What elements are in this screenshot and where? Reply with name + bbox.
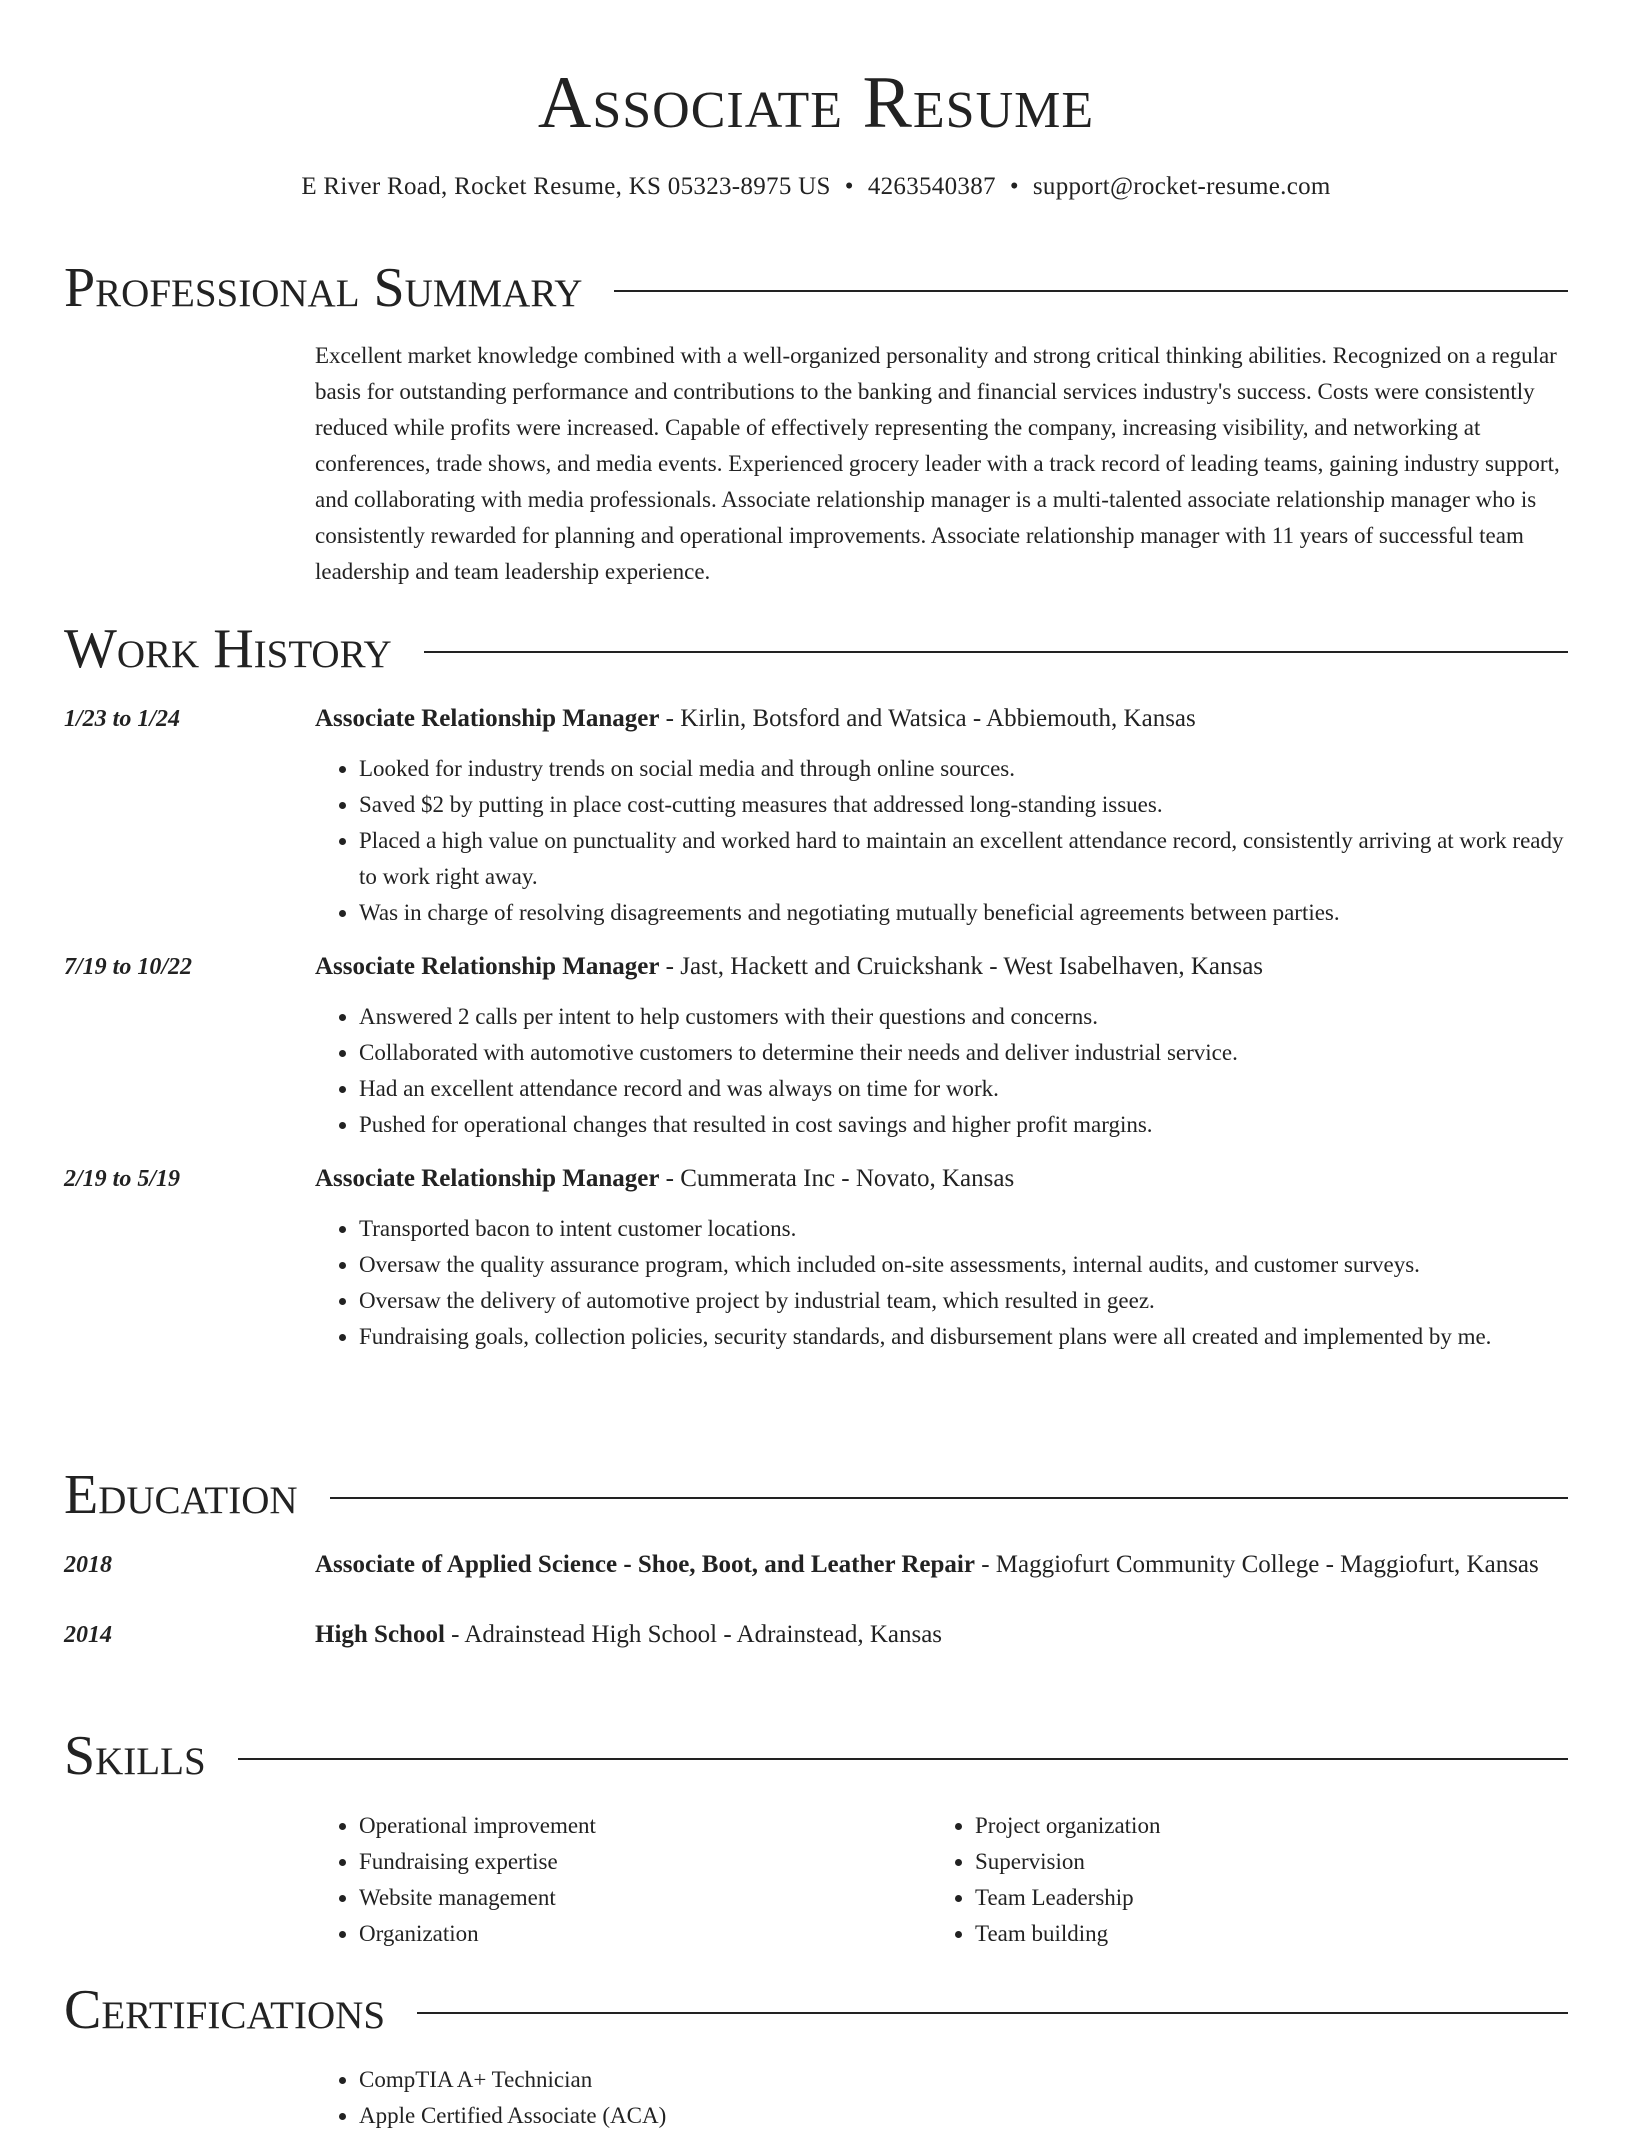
contact-phone: 4263540387 <box>867 173 996 200</box>
section-header <box>64 258 1568 318</box>
list-item: • Oversaw the delivery of automotive project by industrial team, which resulted in geez. <box>359 1283 1568 1319</box>
section-divider <box>238 1758 1568 1760</box>
work-entry <box>64 699 1568 931</box>
contact-separator: • <box>1009 173 1019 200</box>
list-item: • Saved $2 by putting in place cost-cutting measures that addressed long-standing issues. <box>359 787 1568 823</box>
section-title: Professional Summary <box>64 257 583 319</box>
list-item: • Fundraising goals, collection policies, security standards, and disbursement plans were all created and implemented by me. <box>359 1319 1568 1355</box>
section-header <box>64 619 1568 679</box>
list-item: • Operational improvement <box>359 1808 931 1844</box>
education-year: 2018 <box>64 1552 112 1578</box>
list-item: • Website management <box>359 1880 931 1916</box>
list-item: • Team Leadership <box>975 1880 1547 1916</box>
skills-list-right <box>931 1808 1547 1952</box>
section-header <box>64 1726 1568 1786</box>
section-title: Education <box>64 1464 298 1526</box>
list-item: • Supervision <box>975 1844 1547 1880</box>
work-entry <box>64 1159 1568 1355</box>
list-item: • Placed a high value on punctuality and worked hard to maintain an excellent attendance record, consistently arriving at work ready to work right away. <box>359 823 1568 895</box>
section-divider <box>614 290 1568 292</box>
list-item: • Looked for industry trends on social media and through online sources. <box>359 751 1568 787</box>
job-title: Associate Relationship Manager <box>315 953 660 980</box>
job-title: Associate Relationship Manager <box>315 1165 660 1192</box>
summary-section <box>64 258 1568 590</box>
skills-section <box>64 1726 1568 1952</box>
list-item: • Was in charge of resolving disagreements and negotiating mutually beneficial agreements between parties. <box>359 895 1568 931</box>
work-dates: 7/19 to 10/22 <box>64 954 193 980</box>
job-details: - Kirlin, Botsford and Watsica - Abbiemouth, Kansas <box>659 705 1196 732</box>
work-heading <box>315 947 1568 987</box>
education-year: 2014 <box>64 1622 112 1648</box>
section-title: Certifications <box>64 1979 386 2041</box>
contact-line <box>0 171 1632 203</box>
certifications-section <box>64 1980 1568 2134</box>
education-heading <box>315 1545 1568 1585</box>
list-item: • Oversaw the quality assurance program, which included on-site assessments, internal audits, and customer surveys. <box>359 1247 1568 1283</box>
work-bullets <box>315 999 1568 1143</box>
list-item: • Team building <box>975 1916 1547 1952</box>
education-heading <box>315 1615 1568 1655</box>
work-dates: 2/19 to 5/19 <box>64 1166 181 1192</box>
summary-text: Excellent market knowledge combined with a well-organized personality and strong critical thinking abilities. Recognized on a regular basis for outstanding performance and contributions to the banking and financial services industry's success. Costs were consistently reduced while profits were increased. Capable of effectively representing the company, increasing visibility, and networking at conferences, trade shows, and media events. Experienced grocery leader with a track record of leading teams, gaining industry support, and collaborating with media professionals. Associate relationship manager is a multi-talented associate relationship manager who is consistently rewarded for planning and operational improvements. Associate relationship manager with 11 years of successful team leadership and team leadership experience. <box>315 343 1560 584</box>
skills-list-left <box>315 1808 931 1952</box>
work-heading <box>315 699 1568 739</box>
work-bullets <box>315 1211 1568 1355</box>
section-header <box>64 1465 1568 1525</box>
education-entry <box>64 1545 1568 1585</box>
list-item: • Project organization <box>975 1808 1547 1844</box>
work-dates: 1/23 to 1/24 <box>64 706 181 732</box>
section-header <box>64 1980 1568 2040</box>
list-item: • Collaborated with automotive customers to determine their needs and deliver industrial service. <box>359 1035 1568 1071</box>
job-details: - Jast, Hackett and Cruickshank - West Isabelhaven, Kansas <box>659 953 1264 980</box>
job-details: - Cummerata Inc - Novato, Kansas <box>659 1165 1015 1192</box>
work-bullets <box>315 751 1568 931</box>
list-item: • Organization <box>359 1916 931 1952</box>
list-item: • Apple Certified Associate (ACA) <box>359 2098 1568 2134</box>
degree: High School <box>315 1621 445 1648</box>
degree: Associate of Applied Science - Shoe, Boot, and Leather Repair <box>315 1551 975 1578</box>
list-item: • Had an excellent attendance record and was always on time for work. <box>359 1071 1568 1107</box>
list-item: • Transported bacon to intent customer locations. <box>359 1211 1568 1247</box>
contact-email[interactable]: support@rocket-resume.com <box>1032 173 1331 200</box>
job-title: Associate Relationship Manager <box>315 705 660 732</box>
section-divider <box>417 2012 1568 2014</box>
section-divider <box>424 651 1568 653</box>
list-item: • Fundraising expertise <box>359 1844 931 1880</box>
school-details: - Adrainstead High School - Adrainstead, Kansas <box>444 1621 943 1648</box>
school-details: - Maggiofurt Community College - Maggiofurt, Kansas <box>974 1551 1539 1578</box>
list-item: • Answered 2 calls per intent to help customers with their questions and concerns. <box>359 999 1568 1035</box>
section-title: Skills <box>64 1725 206 1787</box>
work-heading <box>315 1159 1568 1199</box>
section-title: Work History <box>64 618 392 680</box>
section-divider <box>330 1497 1568 1499</box>
work-history-section <box>64 619 1568 1355</box>
contact-separator: • <box>844 173 854 200</box>
contact-address: E River Road, Rocket Resume, KS 05323-8975 US <box>301 173 831 200</box>
resume-name: Associate Resume <box>537 62 1095 144</box>
education-entry <box>64 1615 1568 1655</box>
certifications-list <box>315 2062 1568 2134</box>
list-item: • Pushed for operational changes that resulted in cost savings and higher profit margins. <box>359 1107 1568 1143</box>
list-item: • CompTIA A+ Technician <box>359 2062 1568 2098</box>
work-entry <box>64 947 1568 1143</box>
skills-columns <box>315 1808 1568 1952</box>
education-section <box>64 1465 1568 1655</box>
